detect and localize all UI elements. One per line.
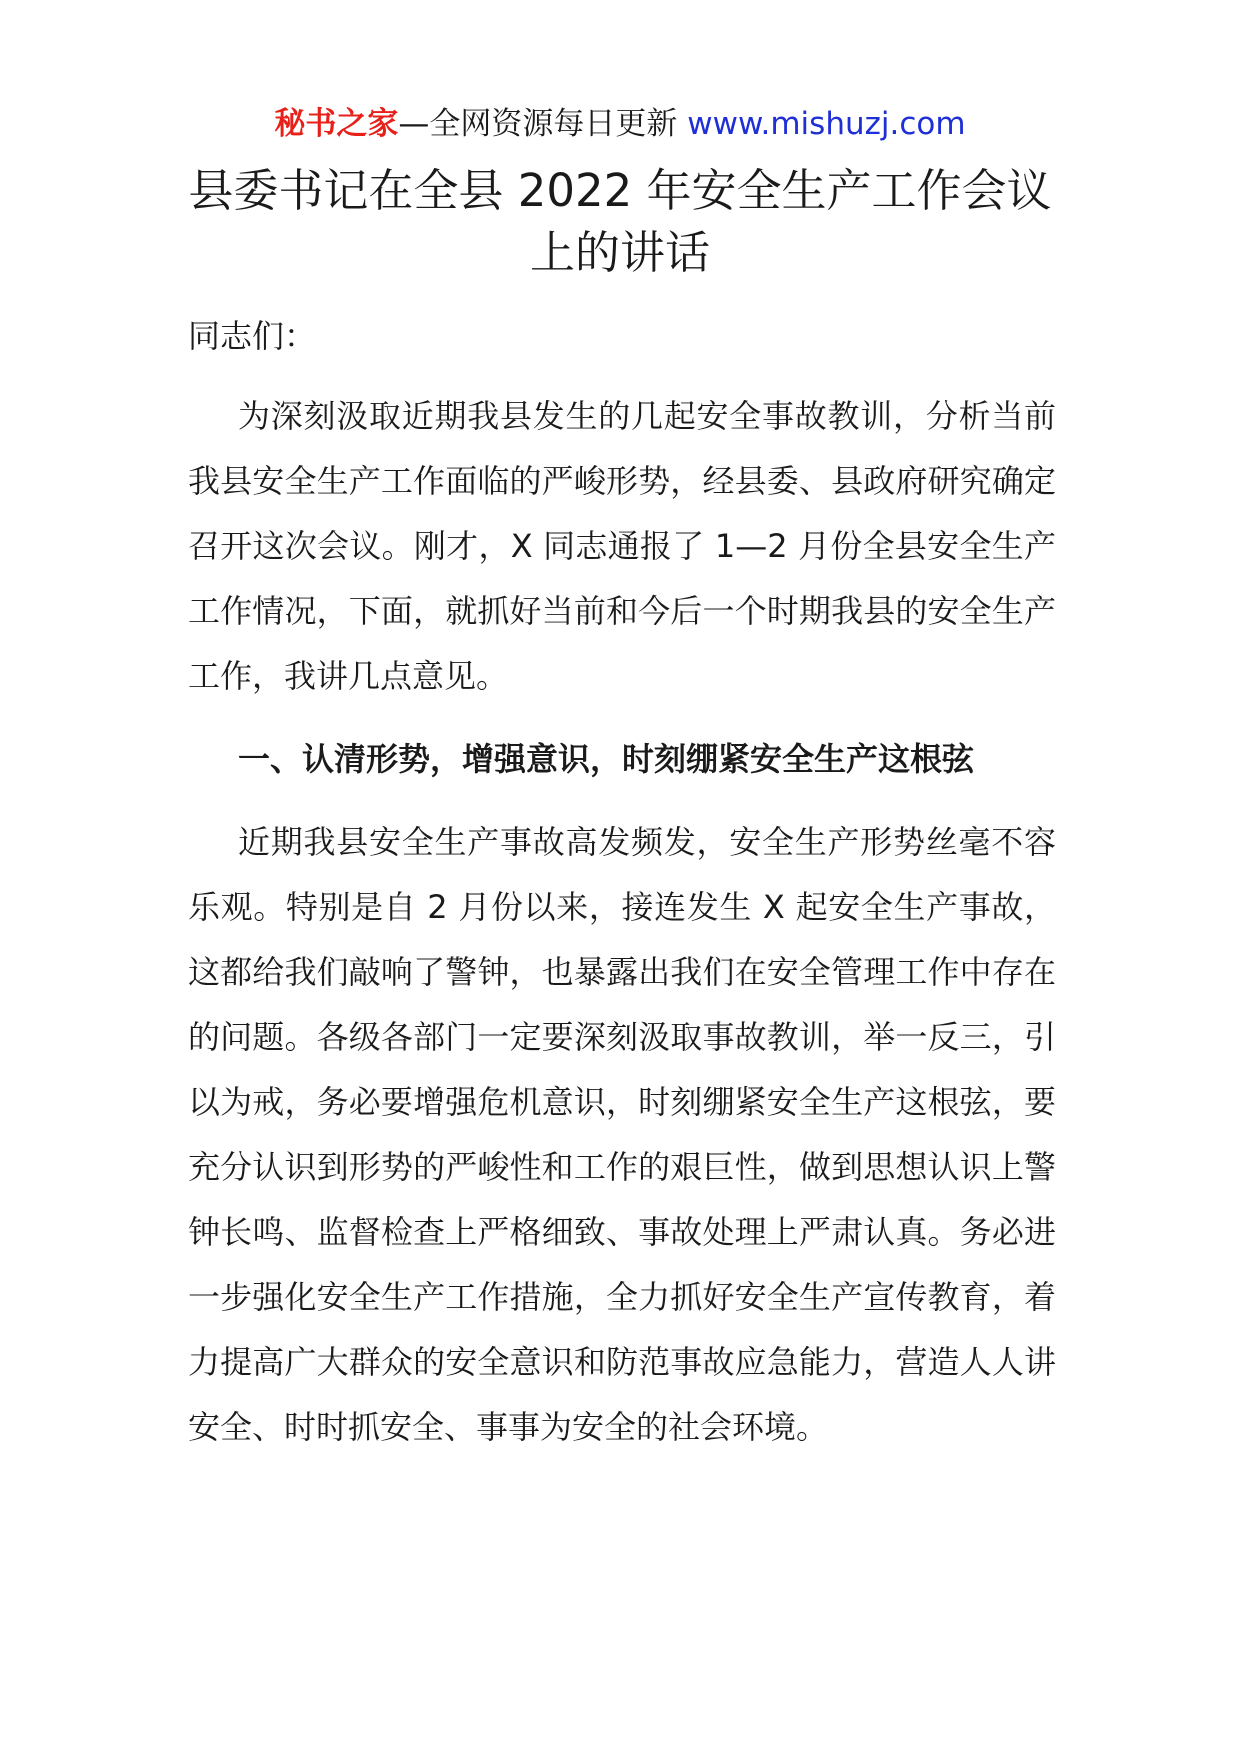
title-line-1: 县委书记在全县 2022 年安全生产工作会议	[188, 164, 1052, 217]
document-title	[150, 160, 1090, 284]
paragraph-section-1: 近期我县安全生产事故高发频发，安全生产形势丝毫不容乐观。特别是自 2 月份以来，接连发生 X 起安全生产事故，这都给我们敲响了警钟，也暴露出我们在安全管理工作中存在的问题。各级各部门一定要深刻汲取事故教训，举一反三，引以为戒，务必要增强危机意识，时刻绷紧安全生产这根弦，要充分认识到形势的严峻性和工作的艰巨性，做到思想认识上警钟长鸣、监督检查上严格细致、事故处理上严肃认真。务必进一步强化安全生产工作措施，全力抓好安全生产宣传教育，着力提高广大群众的安全意识和防范事故应急能力，营造人人讲安全、时时抓安全、事事为安全的社会环境。	[188, 823, 1056, 1446]
header-slogan: —全网资源每日更新	[398, 106, 688, 142]
salutation: 同志们：	[188, 317, 317, 355]
title-line-2: 上的讲话	[529, 226, 710, 279]
section-heading-1: 一、认清形势，增强意识，时刻绷紧安全生产这根弦	[238, 740, 975, 778]
site-header	[0, 100, 1240, 148]
paragraph-intro: 为深刻汲取近期我县发生的几起安全事故教训，分析当前我县安全生产工作面临的严峻形势，经县委、县政府研究确定召开这次会议。刚才，X 同志通报了 1—2 月份全县安全生产工作情况，下面，就抓好当前和今后一个时期我县的安全生产工作，我讲几点意见。	[188, 397, 1056, 695]
brand-name: 秘书之家	[274, 106, 399, 142]
site-url-link[interactable]: www.mishuzj.com	[687, 106, 966, 142]
